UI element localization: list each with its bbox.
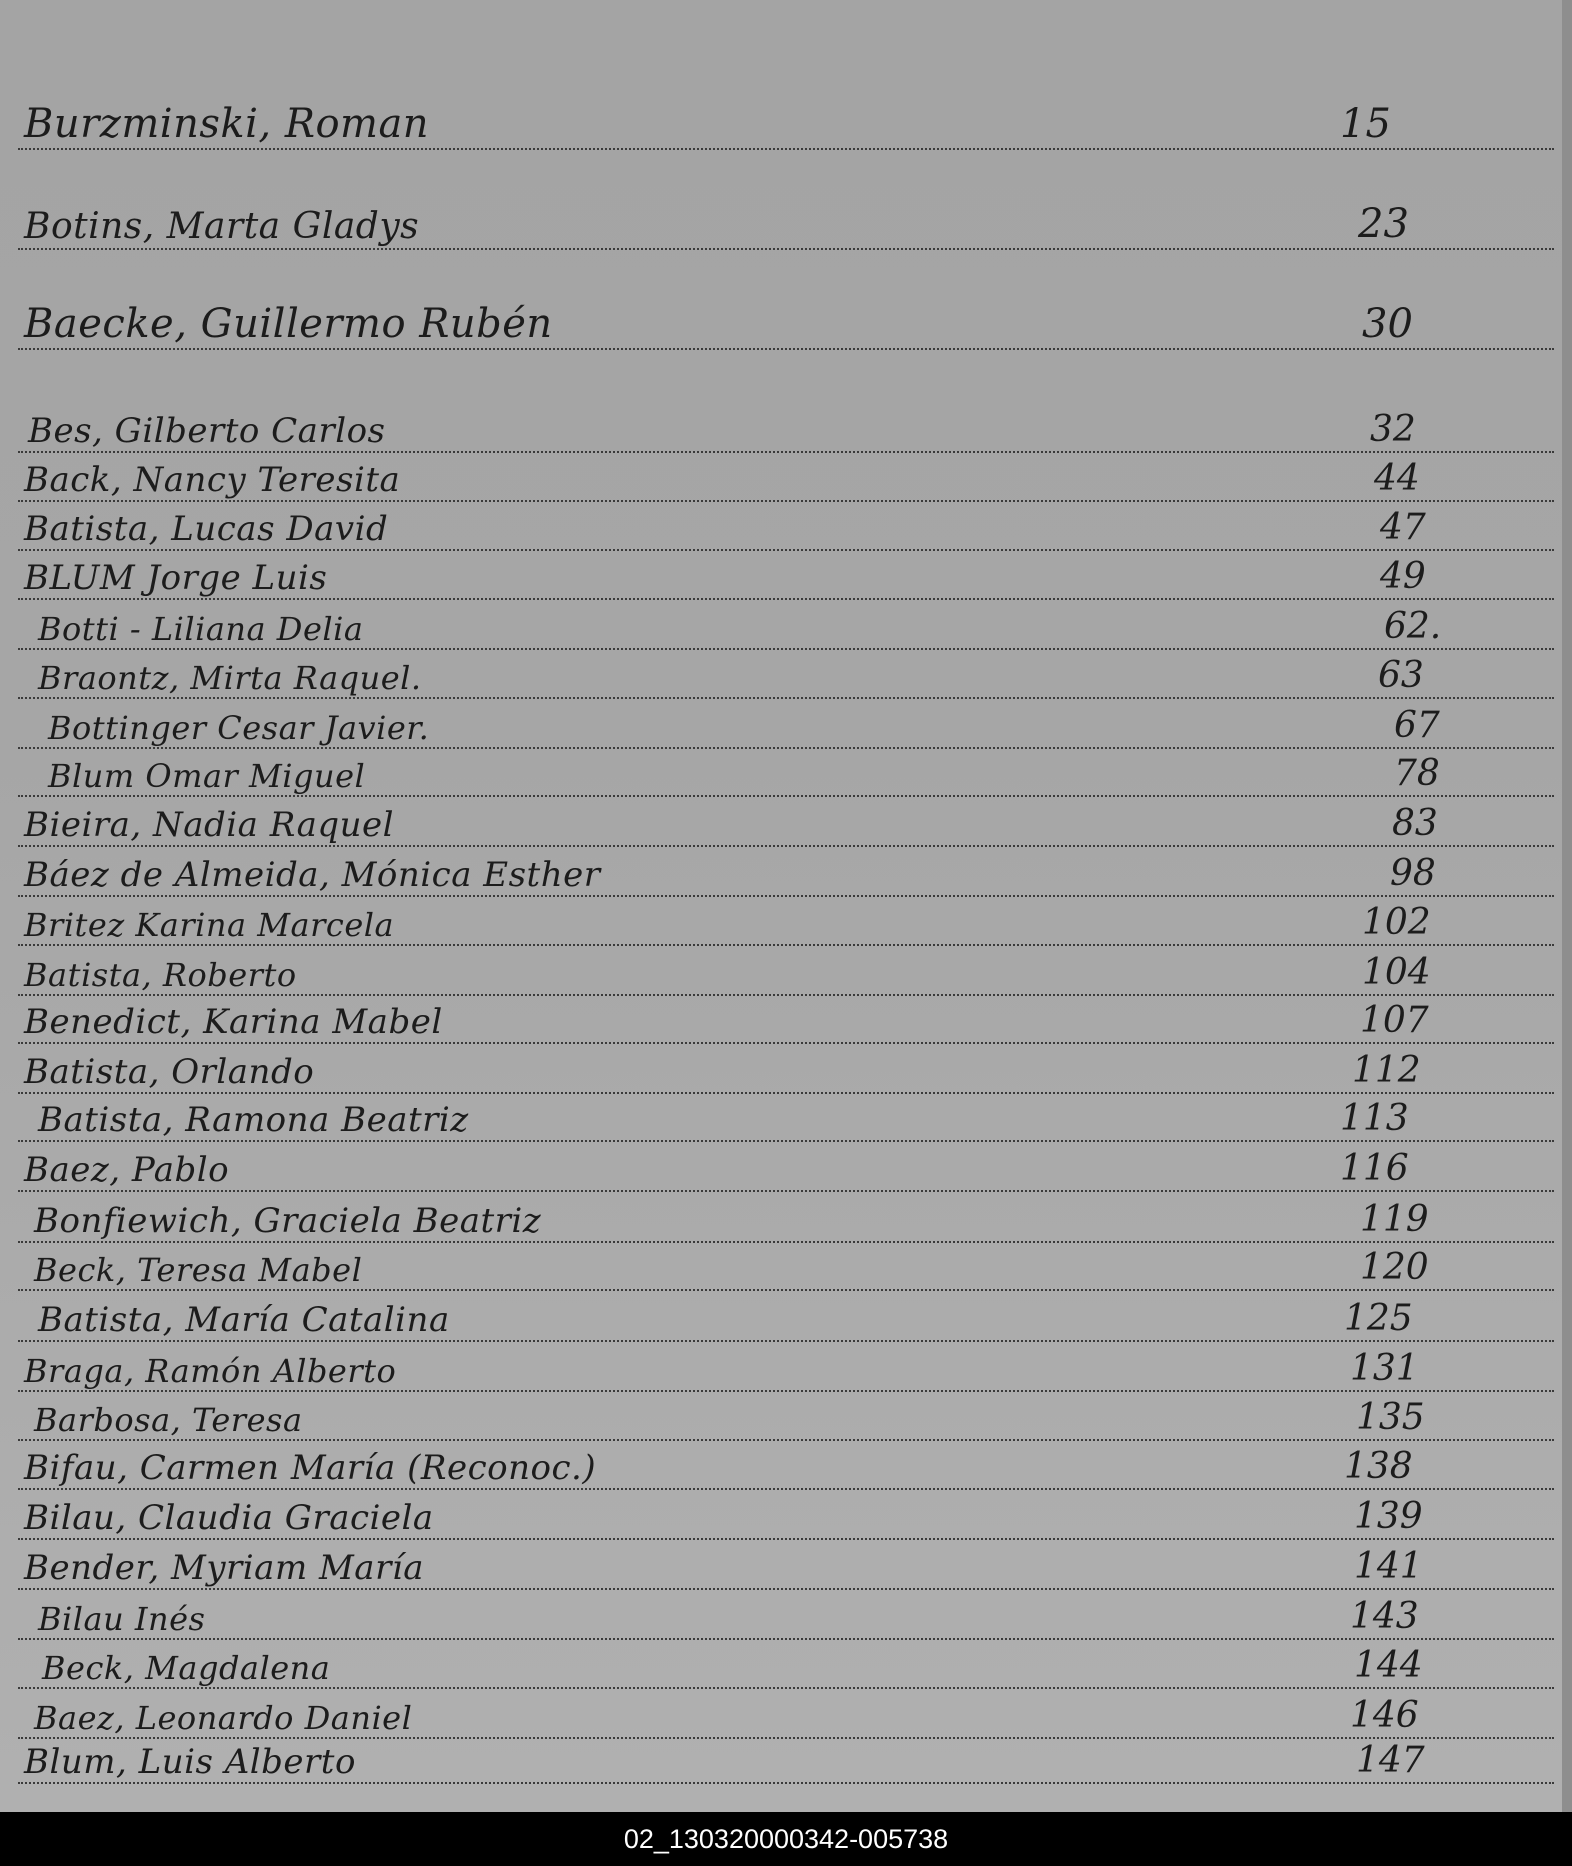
image-id-caption: 02_130320000342-005738 (0, 1812, 1572, 1866)
entry-page-number: 112 (1352, 1049, 1421, 1091)
entry-name: Batista, Lucas David (24, 508, 389, 549)
entry-name: Barbosa, Teresa (34, 1401, 303, 1440)
entry-page-number: 146 (1350, 1694, 1419, 1736)
entry-name: Benedict, Karina Mabel (24, 1001, 443, 1042)
page-edge (1562, 0, 1572, 1812)
entry-name: Beck, Magdalena (42, 1649, 331, 1688)
ruled-line (18, 994, 1554, 996)
entry-name: Bender, Myriam María (24, 1547, 424, 1588)
entry-name: Braontz, Mirta Raquel. (38, 659, 422, 698)
entry-page-number: 147 (1356, 1739, 1425, 1781)
ruled-line (18, 1042, 1554, 1044)
entry-page-number: 125 (1344, 1297, 1413, 1339)
entry-name: Beck, Teresa Mabel (34, 1251, 363, 1290)
entry-page-number: 32 (1370, 408, 1416, 450)
ruled-line (18, 648, 1554, 650)
entry-page-number: 78 (1394, 752, 1440, 794)
entry-page-number: 83 (1392, 802, 1438, 844)
ruled-line (18, 1390, 1554, 1392)
entry-name: Batista, María Catalina (38, 1299, 450, 1340)
entry-page-number: 62. (1384, 605, 1442, 647)
entry-name: Batista, Ramona Beatriz (38, 1099, 469, 1140)
ruled-line (18, 1289, 1554, 1291)
ruled-line (18, 348, 1554, 350)
entry-name: Botti - Liliana Delia (38, 610, 364, 649)
entry-page-number: 120 (1360, 1246, 1429, 1288)
entry-name: Batista, Orlando (24, 1051, 315, 1092)
ruled-line (18, 1140, 1554, 1142)
ruled-line (18, 1241, 1554, 1243)
entry-page-number: 143 (1350, 1595, 1419, 1637)
entry-name: Bieira, Nadia Raquel (24, 804, 395, 845)
entry-page-number: 49 (1380, 555, 1426, 597)
entry-name: Báez de Almeida, Mónica Esther (24, 854, 601, 895)
entry-name: Baez, Pablo (24, 1149, 230, 1190)
entry-name: Bilau, Claudia Graciela (24, 1497, 434, 1538)
ruled-line (18, 598, 1554, 600)
entry-page-number: 139 (1354, 1495, 1423, 1537)
entry-name: Burzminski, Roman (24, 100, 430, 147)
ruled-line (18, 1340, 1554, 1342)
ruled-line (18, 795, 1554, 797)
entry-name: Blum Omar Miguel (48, 757, 366, 796)
ruled-line (18, 1538, 1554, 1540)
ruled-line (18, 451, 1554, 453)
entry-name: Blum, Luis Alberto (24, 1741, 356, 1782)
entry-page-number: 23 (1358, 200, 1409, 247)
entry-name: Bilau Inés (38, 1600, 206, 1639)
entry-name: Baecke, Guillermo Rubén (24, 300, 553, 347)
entry-page-number: 141 (1354, 1545, 1423, 1587)
ruled-line (18, 1190, 1554, 1192)
entry-name: Botins, Marta Gladys (24, 205, 420, 247)
ruled-line (18, 697, 1554, 699)
entry-page-number: 119 (1360, 1198, 1429, 1240)
entry-page-number: 47 (1380, 506, 1426, 548)
entry-page-number: 135 (1356, 1396, 1425, 1438)
entry-name: Bes, Gilberto Carlos (28, 410, 386, 451)
ruled-line (18, 1488, 1554, 1490)
entry-name: Baez, Leonardo Daniel (34, 1699, 413, 1738)
ruled-line (18, 1687, 1554, 1689)
entry-name: Braga, Ramón Alberto (24, 1352, 397, 1391)
entry-page-number: 144 (1354, 1644, 1423, 1686)
ruled-line (18, 500, 1554, 502)
ruled-line (18, 1092, 1554, 1094)
entry-name: Bonfiewich, Graciela Beatriz (34, 1200, 542, 1241)
ruled-line (18, 248, 1554, 250)
ruled-line (18, 747, 1554, 749)
entry-name: BLUM Jorge Luis (24, 557, 328, 598)
entry-page-number: 67 (1394, 704, 1440, 746)
entry-page-number: 98 (1390, 852, 1436, 894)
entry-name: Back, Nancy Teresita (24, 459, 401, 500)
ruled-line (18, 549, 1554, 551)
entry-page-number: 138 (1344, 1445, 1413, 1487)
entry-page-number: 116 (1340, 1147, 1409, 1189)
entry-page-number: 113 (1340, 1097, 1409, 1139)
entry-page-number: 131 (1350, 1347, 1419, 1389)
entry-page-number: 107 (1360, 999, 1429, 1041)
entry-page-number: 102 (1362, 901, 1431, 943)
ruled-line (18, 1638, 1554, 1640)
ruled-line (18, 1588, 1554, 1590)
entry-page-number: 15 (1340, 100, 1391, 147)
ruled-line (18, 1439, 1554, 1441)
ruled-line (18, 944, 1554, 946)
entry-name: Batista, Roberto (24, 956, 297, 995)
ruled-line (18, 1782, 1554, 1784)
entry-page-number: 44 (1374, 457, 1420, 499)
ruled-line (18, 1737, 1554, 1739)
entry-page-number: 104 (1362, 951, 1431, 993)
ruled-line (18, 895, 1554, 897)
entry-page-number: 63 (1378, 654, 1424, 696)
entry-page-number: 30 (1362, 300, 1413, 347)
entry-name: Bifau, Carmen María (Reconoc.) (24, 1447, 597, 1488)
entry-name: Britez Karina Marcela (24, 906, 395, 945)
entry-name: Bottinger Cesar Javier. (48, 709, 430, 748)
ruled-line (18, 845, 1554, 847)
ruled-line (18, 148, 1554, 150)
